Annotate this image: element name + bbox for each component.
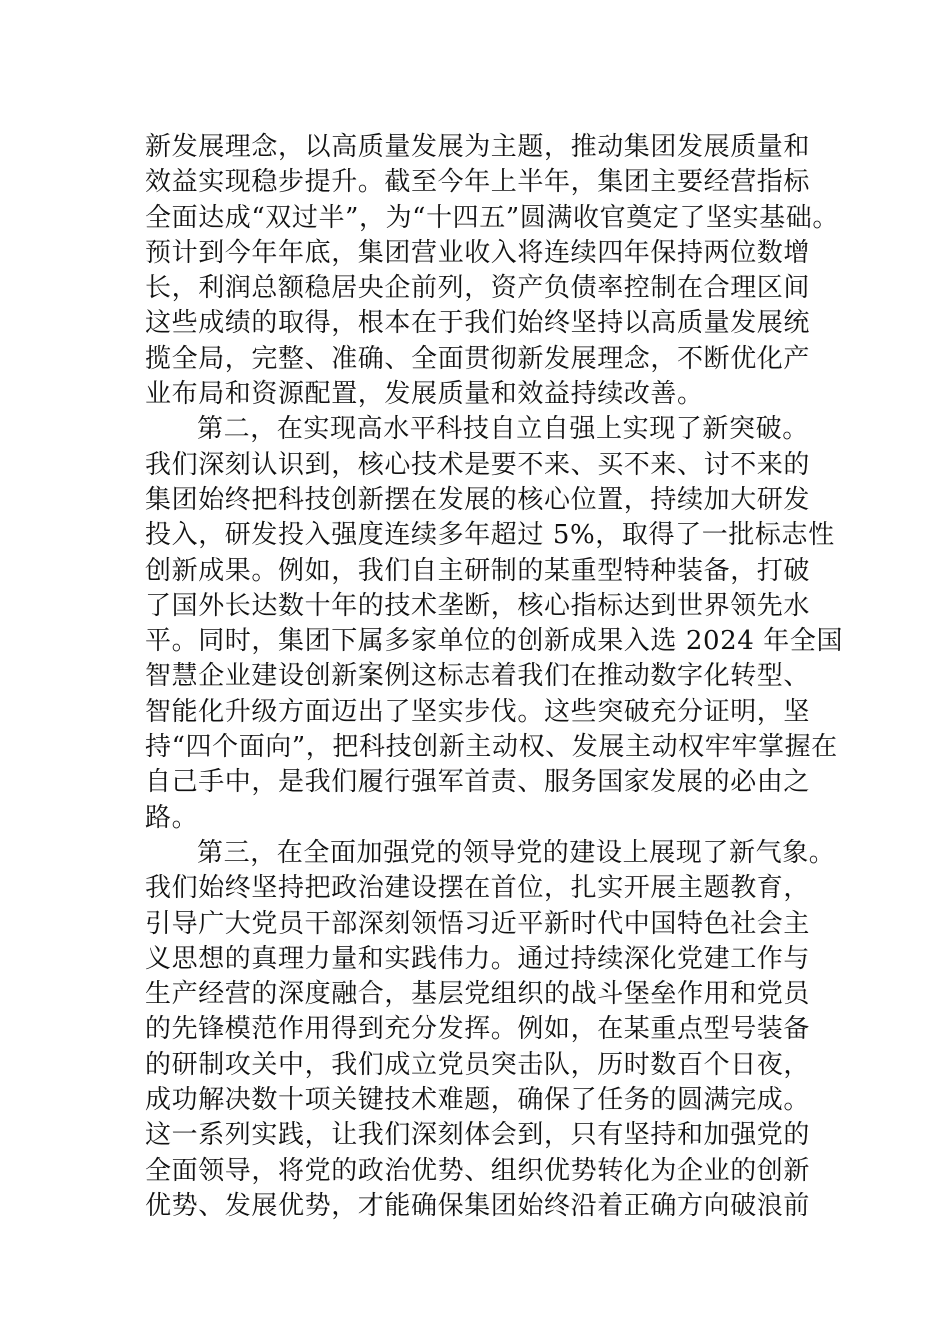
- text-line: 我们深刻认识到，核心技术是要不来、买不来、讨不来的: [145, 449, 811, 480]
- paragraph-first-line: 第二，在实现高水平科技自立自强上实现了新突破。: [197, 414, 809, 445]
- text-line: 路。: [145, 802, 199, 833]
- text-line: 了国外长达数十年的技术垄断，核心指标达到世界领先水: [145, 590, 811, 621]
- text-line: 智慧企业建设创新案例这标志着我们在推动数字化转型、: [145, 661, 811, 692]
- text-line: 优势、发展优势，才能确保集团始终沿着正确方向破浪前: [145, 1190, 811, 1221]
- text-line: 智能化升级方面迈出了坚实步伐。这些突破充分证明，坚: [145, 696, 811, 727]
- text-line: 业布局和资源配置，发展质量和效益持续改善。: [145, 379, 704, 410]
- text-line: 长，利润总额稳居央企前列，资产负债率控制在合理区间: [145, 273, 811, 304]
- text-line: 集团始终把科技创新摆在发展的核心位置，持续加大研发: [145, 484, 811, 515]
- text-line: 新发展理念，以高质量发展为主题，推动集团发展质量和: [145, 132, 811, 162]
- text-line: 成功解决数十项关键技术难题，确保了任务的圆满完成。: [145, 1085, 811, 1116]
- text-line: 引导广大党员干部深刻领悟习近平新时代中国特色社会主: [145, 908, 811, 939]
- text-line: 全面领导，将党的政治优势、组织优势转化为企业的创新: [145, 1155, 811, 1186]
- text-line: 持“四个面向”，把科技创新主动权、发展主动权牢牢掌握在: [145, 732, 838, 763]
- text-line: 的先锋模范作用得到充分发挥。例如，在某重点型号装备: [145, 1014, 811, 1045]
- document-body: [145, 130, 844, 1224]
- text-line: 投入，研发投入强度连续多年超过 5%，取得了一批标志性: [145, 520, 835, 551]
- text-line: 预计到今年年底，集团营业收入将连续四年保持两位数增: [145, 237, 811, 268]
- text-line: 义思想的真理力量和实践伟力。通过持续深化党建工作与: [145, 943, 811, 974]
- text-line: 我们始终坚持把政治建设摆在首位，扎实开展主题教育，: [145, 873, 811, 904]
- text-line: 揽全局，完整、准确、全面贯彻新发展理念，不断优化产: [145, 343, 811, 374]
- text-line: 效益实现稳步提升。截至今年上半年，集团主要经营指标: [145, 167, 811, 198]
- text-line: 自己手中，是我们履行强军首责、服务国家发展的必由之: [145, 767, 811, 798]
- paragraph-first-line: 第三，在全面加强党的领导党的建设上展现了新气象。: [197, 837, 836, 868]
- text-line: 这些成绩的取得，根本在于我们始终坚持以高质量发展统: [145, 308, 811, 339]
- text-line: 平。同时，集团下属多家单位的创新成果入选 2024 年全国: [145, 626, 844, 657]
- text-line: 全面达成“双过半”，为“十四五”圆满收官奠定了坚实基础。: [145, 202, 839, 233]
- text-line: 这一系列实践，让我们深刻体会到，只有坚持和加强党的: [145, 1120, 811, 1151]
- text-line: 的研制攻关中，我们成立党员突击队，历时数百个日夜，: [145, 1049, 811, 1080]
- text-line: 创新成果。例如，我们自主研制的某重型特种装备，打破: [145, 555, 811, 586]
- text-line: 生产经营的深度融合，基层党组织的战斗堡垒作用和党员: [145, 979, 811, 1010]
